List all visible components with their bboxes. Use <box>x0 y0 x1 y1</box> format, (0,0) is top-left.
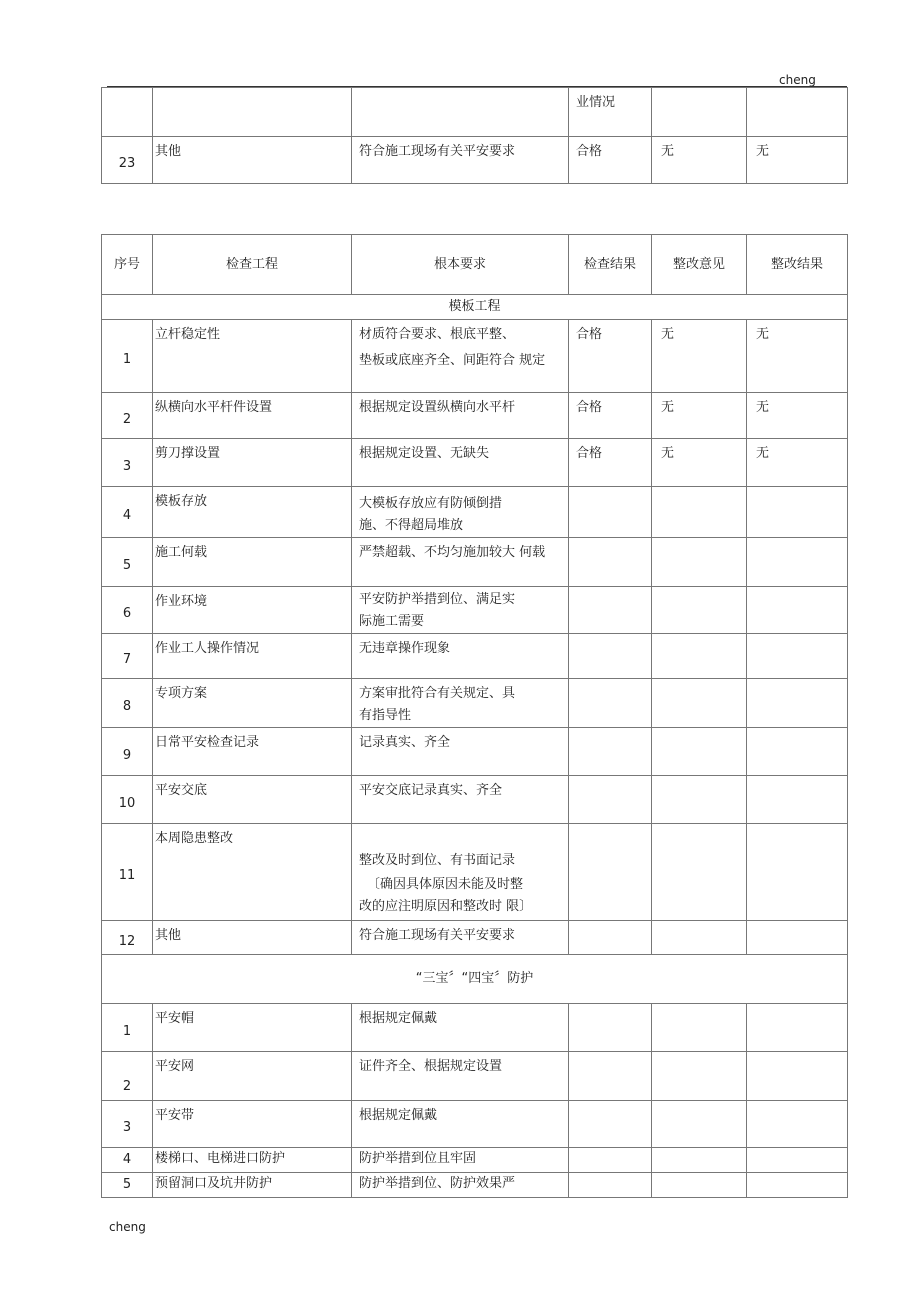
cell-fix <box>747 538 848 587</box>
cell-result: 合格 <box>569 320 652 393</box>
table-row <box>102 679 848 728</box>
cell-req: 证件齐全、根据规定设置 <box>352 1052 569 1101</box>
cell-no <box>102 88 153 137</box>
cell-item: 立杆稳定性 <box>153 320 352 393</box>
cell-opinion <box>652 679 747 728</box>
cell-opinion <box>652 587 747 634</box>
cell-no: 10 <box>102 776 153 824</box>
table-row <box>102 1148 848 1173</box>
cell-item: 其他 <box>153 137 352 184</box>
cell-item: 本周隐患整改 <box>153 824 352 921</box>
cell-no: 1 <box>102 1004 153 1052</box>
cell-fix <box>747 921 848 955</box>
req-line: 垫板或底座齐全、间距符合 规定 <box>359 353 546 368</box>
cell-req: 防护举措到位、防护效果严 <box>352 1173 569 1198</box>
req-line: 有指导性 <box>359 708 412 723</box>
cell-fix <box>747 634 848 679</box>
table-continuation <box>101 87 848 184</box>
cell-no: 23 <box>102 137 153 184</box>
cell-req <box>352 487 569 538</box>
cell-opinion <box>652 634 747 679</box>
cell-result <box>569 1173 652 1198</box>
cell-req <box>352 679 569 728</box>
cell-item: 楼梯口、电梯进口防护 <box>153 1148 352 1173</box>
header-opinion: 整改意见 <box>652 235 747 295</box>
cell-opinion <box>652 728 747 776</box>
cell-req: 防护举措到位且牢固 <box>352 1148 569 1173</box>
req-line: 方案审批符合有关规定、具 <box>359 686 516 701</box>
cell-result <box>569 824 652 921</box>
cell-opinion <box>652 487 747 538</box>
header-text: cheng <box>779 73 816 87</box>
req-line: 施、不得超局堆放 <box>359 518 464 533</box>
cell-req: 根据规定佩戴 <box>352 1101 569 1148</box>
section-title: 模板工程 <box>102 295 848 320</box>
cell-result <box>569 1052 652 1101</box>
cell-result <box>569 634 652 679</box>
cell-fix <box>747 487 848 538</box>
cell-fix <box>747 88 848 137</box>
table-row <box>102 824 848 921</box>
cell-req <box>352 88 569 137</box>
cell-item: 剪刀撑设置 <box>153 439 352 487</box>
cell-item: 预留洞口及坑井防护 <box>153 1173 352 1198</box>
footer-text: cheng <box>109 1220 146 1234</box>
req-line: 大模板存放应有防倾倒措 <box>359 496 503 511</box>
cell-item: 作业工人操作情况 <box>153 634 352 679</box>
cell-result <box>569 487 652 538</box>
header-fix: 整改结果 <box>747 235 848 295</box>
cell-req: 平安交底记录真实、齐全 <box>352 776 569 824</box>
cell-opinion <box>652 88 747 137</box>
cell-result <box>569 1004 652 1052</box>
cell-result <box>569 587 652 634</box>
cell-item: 其他 <box>153 921 352 955</box>
cell-no: 2 <box>102 1052 153 1101</box>
req-line: 际施工需要 <box>359 614 425 629</box>
cell-no: 4 <box>102 1148 153 1173</box>
cell-fix <box>747 728 848 776</box>
cell-no: 9 <box>102 728 153 776</box>
section-title: “三宝〞“四宝〞防护 <box>102 955 848 1004</box>
cell-no: 5 <box>102 538 153 587</box>
cell-opinion <box>652 921 747 955</box>
cell-no: 1 <box>102 320 153 393</box>
table-row <box>102 393 848 439</box>
cell-req: 严禁超载、不均匀施加较大 何载 <box>352 538 569 587</box>
cell-req: 记录真实、齐全 <box>352 728 569 776</box>
cell-no: 3 <box>102 439 153 487</box>
cell-opinion <box>652 824 747 921</box>
section-row <box>102 295 848 320</box>
cell-item: 平安帽 <box>153 1004 352 1052</box>
cell-opinion: 无 <box>652 320 747 393</box>
table-row <box>102 1004 848 1052</box>
header-no: 序号 <box>102 235 153 295</box>
cell-opinion <box>652 1148 747 1173</box>
cell-req <box>352 320 569 393</box>
header-req: 根本要求 <box>352 235 569 295</box>
cell-no: 2 <box>102 393 153 439</box>
cell-fix <box>747 679 848 728</box>
cell-req: 根据规定设置、无缺失 <box>352 439 569 487</box>
cell-no: 5 <box>102 1173 153 1198</box>
table-row <box>102 728 848 776</box>
cell-req <box>352 587 569 634</box>
cell-fix <box>747 1004 848 1052</box>
cell-item: 平安网 <box>153 1052 352 1101</box>
cell-item: 施工何载 <box>153 538 352 587</box>
cell-opinion <box>652 538 747 587</box>
table-row <box>102 776 848 824</box>
cell-item: 纵横向水平杆件设置 <box>153 393 352 439</box>
table-row <box>102 1052 848 1101</box>
cell-result <box>569 728 652 776</box>
cell-item: 平安带 <box>153 1101 352 1148</box>
cell-fix <box>747 824 848 921</box>
header-item: 检查工程 <box>153 235 352 295</box>
table-row <box>102 634 848 679</box>
cell-opinion: 无 <box>652 439 747 487</box>
cell-item: 平安交底 <box>153 776 352 824</box>
cell-fix: 无 <box>747 393 848 439</box>
cell-result: 合格 <box>569 137 652 184</box>
table-header-row <box>102 235 848 295</box>
cell-req: 根据规定佩戴 <box>352 1004 569 1052</box>
cell-fix: 无 <box>747 320 848 393</box>
req-line: 平安防护举措到位、满足实 <box>359 592 516 607</box>
req-line: 改的应注明原因和整改时 限〕 <box>359 899 533 914</box>
cell-opinion: 无 <box>652 137 747 184</box>
cell-fix <box>747 1052 848 1101</box>
cell-fix <box>747 776 848 824</box>
cell-no: 7 <box>102 634 153 679</box>
cell-no: 6 <box>102 587 153 634</box>
cell-result: 合格 <box>569 393 652 439</box>
header-result: 检查结果 <box>569 235 652 295</box>
cell-result <box>569 538 652 587</box>
cell-result <box>569 1101 652 1148</box>
cell-opinion <box>652 1173 747 1198</box>
req-line: 整改及时到位、有书面记录 <box>359 853 516 868</box>
cell-item <box>153 88 352 137</box>
inspection-table <box>101 234 848 1198</box>
cell-result <box>569 1148 652 1173</box>
table-row <box>102 487 848 538</box>
cell-result: 合格 <box>569 439 652 487</box>
table-row <box>102 921 848 955</box>
cell-fix <box>747 1101 848 1148</box>
cell-no: 4 <box>102 487 153 538</box>
table-row <box>102 320 848 393</box>
cell-result <box>569 776 652 824</box>
table-row <box>102 538 848 587</box>
table-row <box>102 1101 848 1148</box>
cell-no: 12 <box>102 921 153 955</box>
cell-req: 根据规定设置纵横向水平杆 <box>352 393 569 439</box>
cell-opinion <box>652 1052 747 1101</box>
cell-req: 无违章操作现象 <box>352 634 569 679</box>
cell-req: 符合施工现场有关平安要求 <box>352 137 569 184</box>
cell-no: 11 <box>102 824 153 921</box>
cell-fix <box>747 1148 848 1173</box>
cell-opinion <box>652 776 747 824</box>
cell-result: 业情况 <box>569 88 652 137</box>
req-line: 材质符合要求、根底平整、 <box>359 327 516 342</box>
cell-fix: 无 <box>747 439 848 487</box>
table-row <box>102 88 848 137</box>
req-line: 〔确因具体原因未能及时整 <box>367 877 524 892</box>
cell-item: 日常平安检查记录 <box>153 728 352 776</box>
cell-result <box>569 679 652 728</box>
table-row <box>102 137 848 184</box>
cell-req <box>352 824 569 921</box>
section-row <box>102 955 848 1004</box>
cell-opinion: 无 <box>652 393 747 439</box>
cell-fix <box>747 1173 848 1198</box>
cell-fix: 无 <box>747 137 848 184</box>
cell-result <box>569 921 652 955</box>
cell-no: 3 <box>102 1101 153 1148</box>
table-row <box>102 587 848 634</box>
table-row <box>102 439 848 487</box>
cell-no: 8 <box>102 679 153 728</box>
cell-opinion <box>652 1004 747 1052</box>
table-row <box>102 1173 848 1198</box>
cell-opinion <box>652 1101 747 1148</box>
cell-item: 作业环境 <box>153 587 352 634</box>
cell-item: 模板存放 <box>153 487 352 538</box>
cell-item: 专项方案 <box>153 679 352 728</box>
cell-req: 符合施工现场有关平安要求 <box>352 921 569 955</box>
cell-fix <box>747 587 848 634</box>
